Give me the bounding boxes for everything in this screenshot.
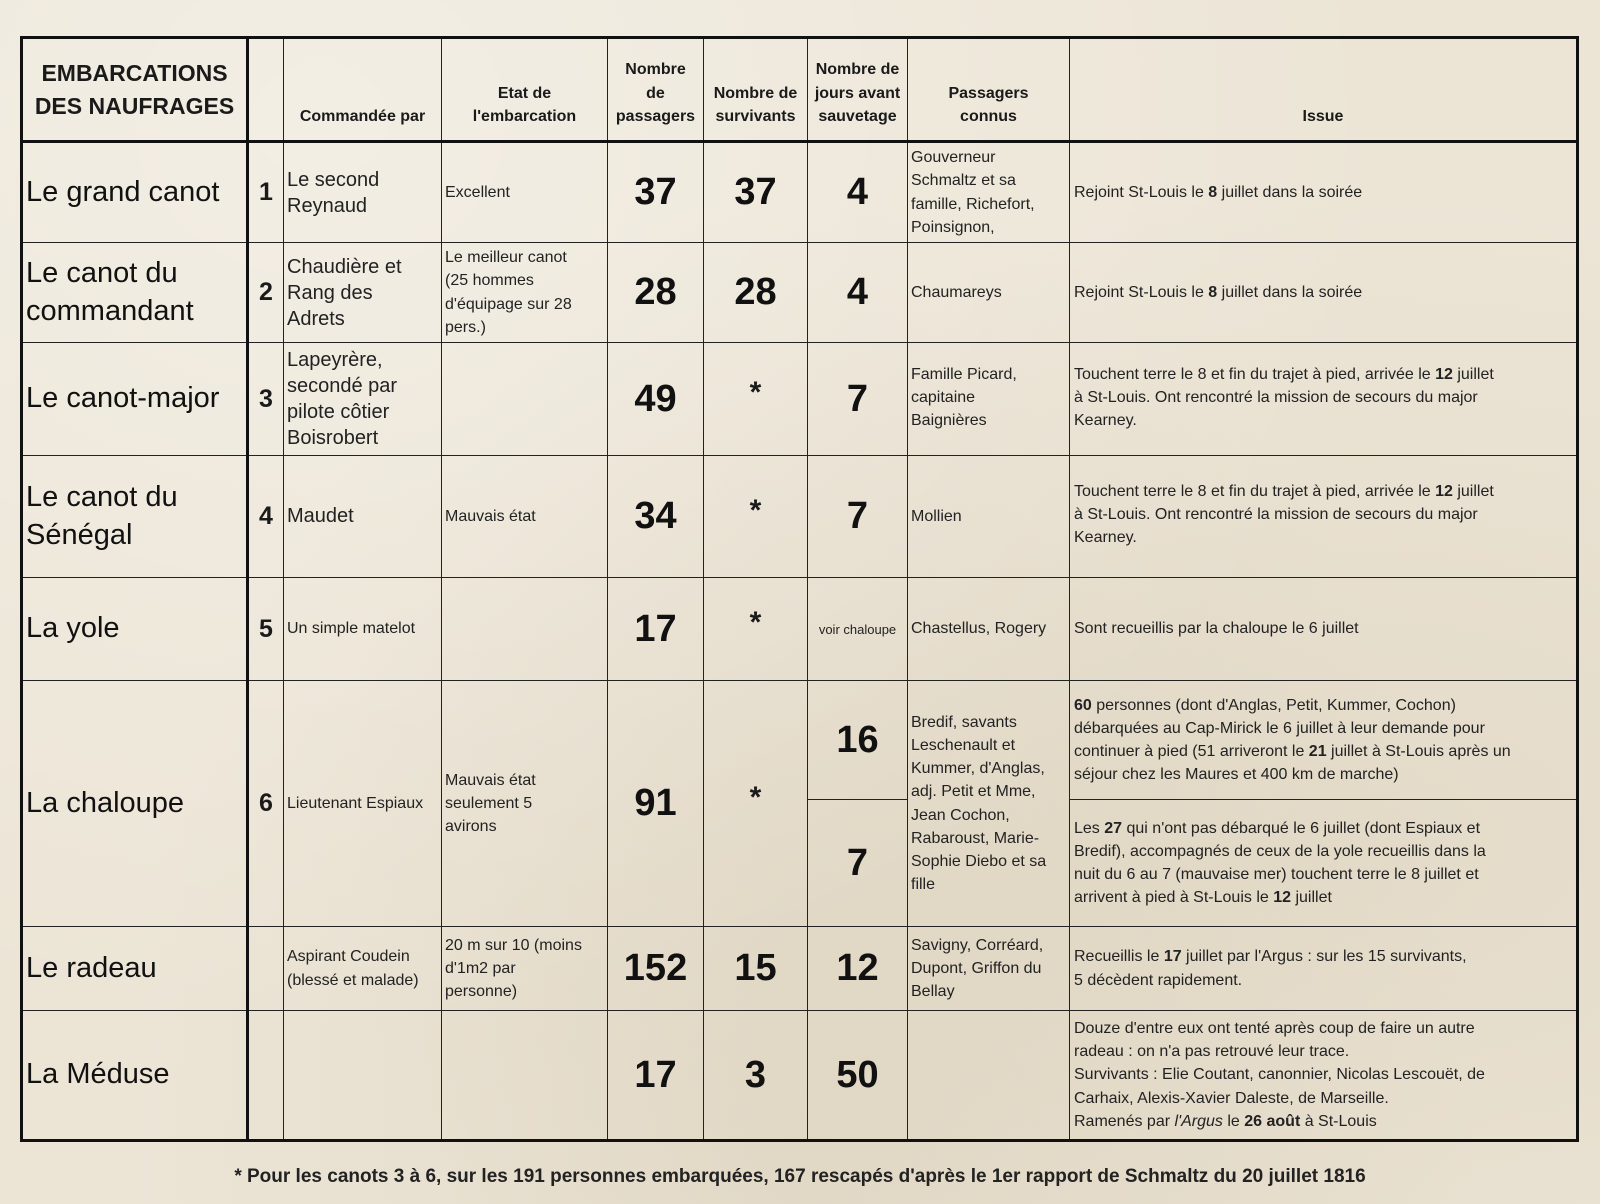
outcome: Douze d'entre eux ont tenté après coup de faire un autre radeau : on n'a pas retrouvé leur trace. Survivants : Elie Coutant, canonnier, Nicolas Lescouët, de Carhaix, Alexis-Xavier Daleste, de Marseille. Ramenés par l'Argus le 26 août à St-Louis [1070,1011,1578,1141]
boat-name: La Méduse [22,1011,248,1141]
boat-state: Le meilleur canot (25 hommes d'équipage sur 28 pers.) [442,243,608,343]
header-jours: Nombre de jours avant sauvetage [808,38,908,142]
passenger-count: 49 [608,343,704,456]
commander: Lieutenant Espiaux [284,681,442,927]
rescue-days: 4 [808,243,908,343]
boat-name: Le canot du Sénégal [22,456,248,578]
header-commandee: Commandée par [284,38,442,142]
boat-state: Excellent [442,142,608,243]
header-boats: EMBARCATIONS DES NAUFRAGES [22,38,248,142]
survivor-count: * [704,681,808,927]
known-passengers: Savigny, Corréard, Dupont, Griffon du Bellay [908,927,1070,1011]
known-passengers: Chastellus, Rogery [908,578,1070,681]
rescue-days: voir chaloupe [808,578,908,681]
outcome: Rejoint St-Louis le 8 juillet dans la soirée [1070,243,1578,343]
survivor-count: * [704,578,808,681]
outcome: Sont recueillis par la chaloupe le 6 juillet [1070,578,1578,681]
boat-name: Le radeau [22,927,248,1011]
table-row [22,927,1578,1011]
table-row [22,681,1578,800]
header-number [248,38,284,142]
boat-number [248,1011,284,1141]
table-row [22,456,1578,578]
boat-name: La chaloupe [22,681,248,927]
passenger-count: 37 [608,142,704,243]
commander: Un simple matelot [284,578,442,681]
survivor-count: * [704,343,808,456]
passenger-count: 152 [608,927,704,1011]
header-etat: Etat de l'embarcation [442,38,608,142]
boat-state [442,578,608,681]
shipwreck-boats-table [20,36,1579,1142]
rescue-days: 12 [808,927,908,1011]
known-passengers: Mollien [908,456,1070,578]
rescue-days-a: 16 [808,681,908,800]
boat-name: Le grand canot [22,142,248,243]
header-issue: Issue [1070,38,1578,142]
boat-state: 20 m sur 10 (moins d'1m2 par personne) [442,927,608,1011]
outcome-b: Les 27 qui n'ont pas débarqué le 6 juillet (dont Espiaux et Bredif), accompagnés de ceux de la yole recueillis dans la nuit du 6 au 7 (mauvaise mer) touchent terre le 8 juillet et arrivent à pied à St-Louis le 12 juillet [1070,800,1578,927]
header-row [22,38,1578,142]
commander: Chaudière et Rang des Adrets [284,243,442,343]
rescue-days: 7 [808,343,908,456]
outcome: Rejoint St-Louis le 8 juillet dans la soirée [1070,142,1578,243]
commander: Aspirant Coudein (blessé et malade) [284,927,442,1011]
commander [284,1011,442,1141]
boat-state: Mauvais état seulement 5 avirons [442,681,608,927]
commander: Maudet [284,456,442,578]
table-row [22,243,1578,343]
passenger-count: 34 [608,456,704,578]
boat-number: 3 [248,343,284,456]
boat-state: Mauvais état [442,456,608,578]
rescue-days: 50 [808,1011,908,1141]
outcome: Touchent terre le 8 et fin du trajet à pied, arrivée le 12 juillet à St-Louis. Ont rencontré la mission de secours du major Kearney. [1070,343,1578,456]
boat-name: Le canot-major [22,343,248,456]
known-passengers: Chaumareys [908,243,1070,343]
passenger-count: 91 [608,681,704,927]
commander: Lapeyrère, secondé par pilote côtier Boisrobert [284,343,442,456]
boat-number: 1 [248,142,284,243]
table-row [22,1011,1578,1141]
rescue-days-b: 7 [808,800,908,927]
table-row [22,578,1578,681]
boat-state [442,1011,608,1141]
boat-number: 4 [248,456,284,578]
survivor-count: 3 [704,1011,808,1141]
survivor-count: 28 [704,243,808,343]
boat-number [248,927,284,1011]
passenger-count: 28 [608,243,704,343]
outcome: Recueillis le 17 juillet par l'Argus : sur les 15 survivants, 5 décèdent rapidement. [1070,927,1578,1011]
commander: Le second Reynaud [284,142,442,243]
known-passengers: Famille Picard, capitaine Baignières [908,343,1070,456]
passenger-count: 17 [608,578,704,681]
known-passengers [908,1011,1070,1141]
boat-name: La yole [22,578,248,681]
passenger-count: 17 [608,1011,704,1141]
survivor-count: * [704,456,808,578]
rescue-days: 7 [808,456,908,578]
table-row [22,343,1578,456]
survivor-count: 15 [704,927,808,1011]
header-passagers: Nombre de passagers [608,38,704,142]
header-connus: Passagers connus [908,38,1070,142]
outcome-a: 60 personnes (dont d'Anglas, Petit, Kummer, Cochon) débarquées au Cap-Mirick le 6 juillet à leur demande pour continuer à pied (51 arriveront le 21 juillet à St-Louis après un séjour chez les Maures et 400 km de marche) [1070,681,1578,800]
known-passengers: Gouverneur Schmaltz et sa famille, Richefort, Poinsignon, [908,142,1070,243]
header-survivants: Nombre de survivants [704,38,808,142]
boat-name: Le canot du commandant [22,243,248,343]
known-passengers: Bredif, savants Leschenault et Kummer, d'Anglas, adj. Petit et Mme, Jean Cochon, Rabaroust, Marie- Sophie Diebo et sa fille [908,681,1070,927]
boat-number: 5 [248,578,284,681]
outcome: Touchent terre le 8 et fin du trajet à pied, arrivée le 12 juillet à St-Louis. Ont rencontré la mission de secours du major Kearney. [1070,456,1578,578]
boat-state [442,343,608,456]
boat-number: 6 [248,681,284,927]
footnote: * Pour les canots 3 à 6, sur les 191 personnes embarquées, 167 rescapés d'après le 1er rapport de Schmaltz du 20 juillet 1816 [234,1166,1366,1187]
table-row [22,142,1578,243]
rescue-days: 4 [808,142,908,243]
boat-number: 2 [248,243,284,343]
survivor-count: 37 [704,142,808,243]
